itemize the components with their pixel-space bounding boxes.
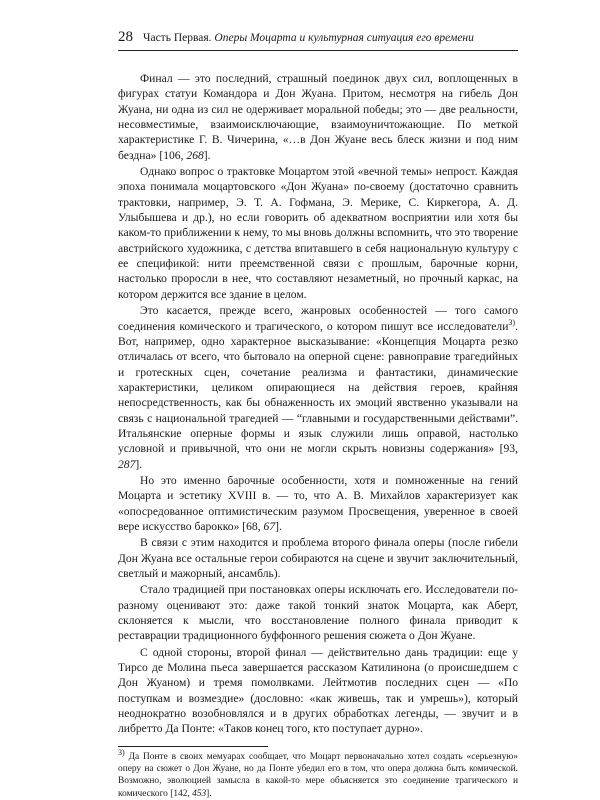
- book-page: [118, 30, 518, 800]
- footnote: $^{3)}$ Да Понте в своих мемуарах сообщает, что Моцарт первоначально хотел создать «серьезную» оперу на сюжет о Дон Жуане, но да Понте убедил его в том, что опера должна быть комической. Возможно, эволюцией замысла в какой-то мере объясняется это соединение трагического и комического [142, 453].: [118, 747, 518, 799]
- running-header: [118, 30, 518, 51]
- page-number: 28: [118, 29, 133, 45]
- paragraph: Финал — это последний, страшный поединок двух сил, воплощенных в фигурах статуи Командора и Дон Жуана. Притом, несмотря на гибель Дон Жуана, ни одна из сил не одерживает моральной победы; это — две реальности, несовместимые, взаимоисключающие, взаимоуничтожающие. По меткой характеристике Г. В. Чичерина, «…в Дон Жуане весь блеск жизни и под ним бездна» [106, 268].: [118, 72, 518, 162]
- paragraph: С одной стороны, второй финал — действительно дань традиции: еще у Тирсо де Молина пьеса завершается рассказом Катилинона (о происшедшем с Дон Жуаном) и тремя помолвками. Лейтмотив последних сцен — «По поступкам и возмездие» (дословно: «как живешь, так и умрешь»), который неоднократно возобновлялся и в других обработках легенды, — звучит и в либретто Да Понте: «Таков конец того, кто поступает дурно».: [118, 645, 518, 736]
- main-text: [118, 71, 518, 737]
- paragraph: Однако вопрос о трактовке Моцартом этой «вечной темы» непрост. Каждая эпоха понимала моцартовского «Дон Жуана» по-своему (достаточно сравнить трактовки, например, Э. Т. А. Гофмана, Э. Мерике, С. Киркегора, А. Д. Улыбышева и др.), но если говорить об адекватном восприятии или хотя бы каком-то приближении к нему, то мы вновь должны вспомнить, что это творение австрийского художника, с детства впитавшего в себя национальную культуру с ее спецификой: нити преемственной связи с прошлым, барочные корни, настолько проросли в нее, что составляют незаметный, но прочный каркас, на котором держится все здание в целом.: [118, 165, 519, 301]
- paragraph: В связи с этим находится и проблема второго финала оперы (после гибели Дон Жуана все остальные герои собираются на сцене и звучит заключительный, светлый и мажорный, ансамбль).: [118, 536, 518, 580]
- footnote-marker: 3): [118, 747, 125, 757]
- part-label: Часть Первая.: [143, 32, 212, 44]
- paragraph: Но это именно барочные особенности, хотя и помноженные на гений Моцарта и эстетику XVIII в. — то, что А. В. Михайлов характеризует как «опосредованное оптимистическим разумом Просвещения, уверенное в своей вере искусство барокко» [68, 67].: [118, 473, 518, 533]
- footnote-divider: [118, 746, 268, 747]
- running-title: [143, 31, 518, 45]
- footnote-reference: 3): [508, 317, 516, 327]
- chapter-title: Оперы Моцарта и культурная ситуация его времени: [214, 32, 474, 44]
- paragraph: Это касается, прежде всего, жанровых особенностей — того самого соединения комического и трагического, о котором пишут все исследователи$^{3)}$. Вот, например, одно характерное высказывание: «Концепция Моцарта резко отличалась от всего, что бытовало на оперной сцене: равноправие трагедийных и гротескных сцен, сочетание реализма и фантастики, динамические характеристики, целиком опирающиеся на действия героев, крайняя непосредственность, как бы обнаженность их эмоций явственно указывали на связь с национальной трагедией — “главными и государственными действами”. Итальянские оперные формы и язык служили лишь оправой, настолько условной и привычной, что они не могли скрыть новизны содержания» [93, 287].: [118, 304, 518, 471]
- paragraph: Стало традицией при постановках оперы исключать его. Исследователи по-разному оценивают это: даже такой тонкий знаток Моцарта, как Аберт, склоняется к мысли, что восстановление полного финала приводит к реставрации традиционного буффонного решения сюжета о Дон Жуане.: [118, 583, 518, 643]
